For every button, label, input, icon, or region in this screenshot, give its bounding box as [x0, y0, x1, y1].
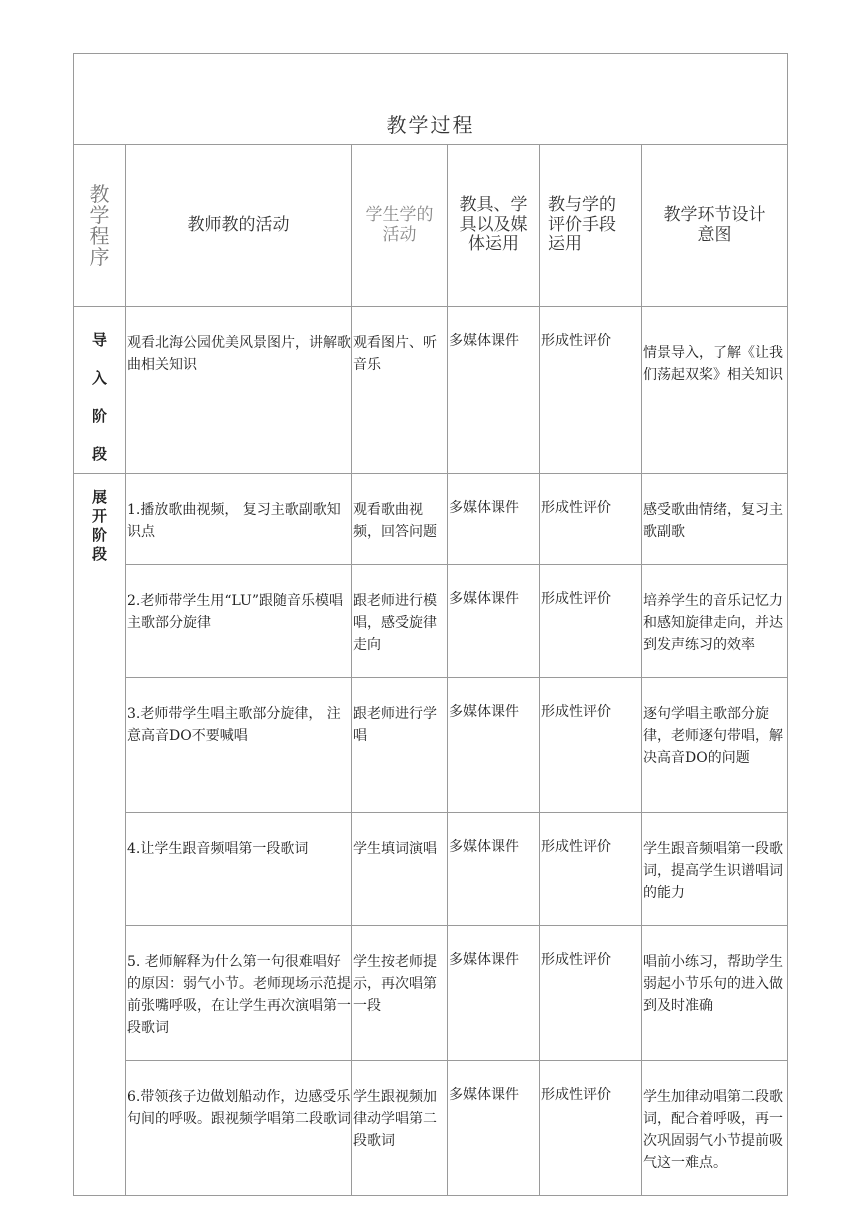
evaluation-method: 形成性评价: [540, 813, 642, 926]
header-student-text: 学生学的活动: [365, 204, 434, 245]
evaluation-method: 形成性评价: [540, 474, 642, 565]
teacher-activity: 4.让学生跟音频唱第一段歌词: [126, 813, 352, 926]
evaluation-method: 形成性评价: [540, 307, 642, 474]
teacher-activity: 2.老师带学生用“LU”跟随音乐模唱主歌部分旋律: [126, 565, 352, 678]
header-intent: [642, 145, 788, 307]
table-row: [74, 813, 788, 926]
header-media: [448, 145, 540, 307]
phase-expand-text: 展开阶段: [91, 488, 107, 563]
phase-expand: [74, 474, 126, 1196]
header-row: [74, 145, 788, 307]
student-activity: 学生按老师提示，再次唱第一段: [352, 926, 448, 1061]
table-row: [74, 926, 788, 1061]
table-row: [74, 474, 788, 565]
design-intent: 逐句学唱主歌部分旋律，老师逐句带唱，解决高音DO的问题: [642, 678, 788, 813]
evaluation-method: 形成性评价: [540, 1061, 642, 1196]
design-intent: 情景导入，了解《让我们荡起双桨》相关知识: [642, 307, 788, 474]
table-title: 教学过程: [386, 113, 475, 137]
student-activity: 观看图片、听音乐: [352, 307, 448, 474]
media-usage: 多媒体课件: [448, 474, 540, 565]
table-row: [74, 1061, 788, 1196]
teacher-activity: 1.播放歌曲视频， 复习主歌副歌知识点: [126, 474, 352, 565]
design-intent: 感受歌曲情绪，复习主歌副歌: [642, 474, 788, 565]
teaching-process-table: [73, 53, 788, 1196]
media-usage: 多媒体课件: [448, 565, 540, 678]
design-intent: 学生跟音频唱第一段歌词，提高学生识谱唱词的能力: [642, 813, 788, 926]
media-usage: 多媒体课件: [448, 1061, 540, 1196]
student-activity: 跟老师进行学唱: [352, 678, 448, 813]
teacher-activity: 3.老师带学生唱主歌部分旋律， 注意高音DO不要喊唱: [126, 678, 352, 813]
media-usage: 多媒体课件: [448, 678, 540, 813]
student-activity: 学生跟视频加律动学唱第二段歌词: [352, 1061, 448, 1196]
teacher-activity: 观看北海公园优美风景图片，讲解歌曲相关知识: [126, 307, 352, 474]
media-usage: 多媒体课件: [448, 926, 540, 1061]
header-phase-text: 教学程序: [89, 181, 110, 269]
header-eval: [540, 145, 642, 307]
evaluation-method: 形成性评价: [540, 678, 642, 813]
evaluation-method: 形成性评价: [540, 926, 642, 1061]
teacher-activity: 5. 老师解释为什么第一句很难唱好的原因：弱气小节。老师现场示范提前张嘴呼吸，在让学生再次演唱第一段歌词: [126, 926, 352, 1061]
header-media-text: 教具、学具以及媒体运用: [459, 195, 528, 255]
design-intent: 学生加律动唱第二段歌词，配合着呼吸，再一次巩固弱气小节提前吸气这一难点。: [642, 1061, 788, 1196]
evaluation-method: 形成性评价: [540, 565, 642, 678]
table-row: [74, 565, 788, 678]
media-usage: 多媒体课件: [448, 813, 540, 926]
student-activity: 学生填词演唱: [352, 813, 448, 926]
design-intent: 唱前小练习，帮助学生弱起小节乐句的进入做到及时准确: [642, 926, 788, 1061]
header-teacher: 教师教的活动: [126, 145, 352, 307]
header-phase: [74, 145, 126, 307]
media-usage: 多媒体课件: [448, 307, 540, 474]
table-row: [74, 307, 788, 474]
design-intent: 培养学生的音乐记忆力和感知旋律走向，并达到发声练习的效率: [642, 565, 788, 678]
teacher-activity: 6.带领孩子边做划船动作，边感受乐句间的呼吸。跟视频学唱第二段歌词: [126, 1061, 352, 1196]
header-intent-text: 教学环节设计意图: [663, 204, 766, 245]
student-activity: 观看歌曲视频，回答问题: [352, 474, 448, 565]
phase-intro: [74, 307, 126, 474]
table-row: [74, 678, 788, 813]
table-title-cell: [74, 54, 788, 145]
header-eval-text: 教与学的评价手段运用: [548, 195, 616, 255]
header-student: [352, 145, 448, 307]
student-activity: 跟老师进行模唱，感受旋律走向: [352, 565, 448, 678]
phase-intro-text: 导入阶段: [91, 331, 107, 463]
